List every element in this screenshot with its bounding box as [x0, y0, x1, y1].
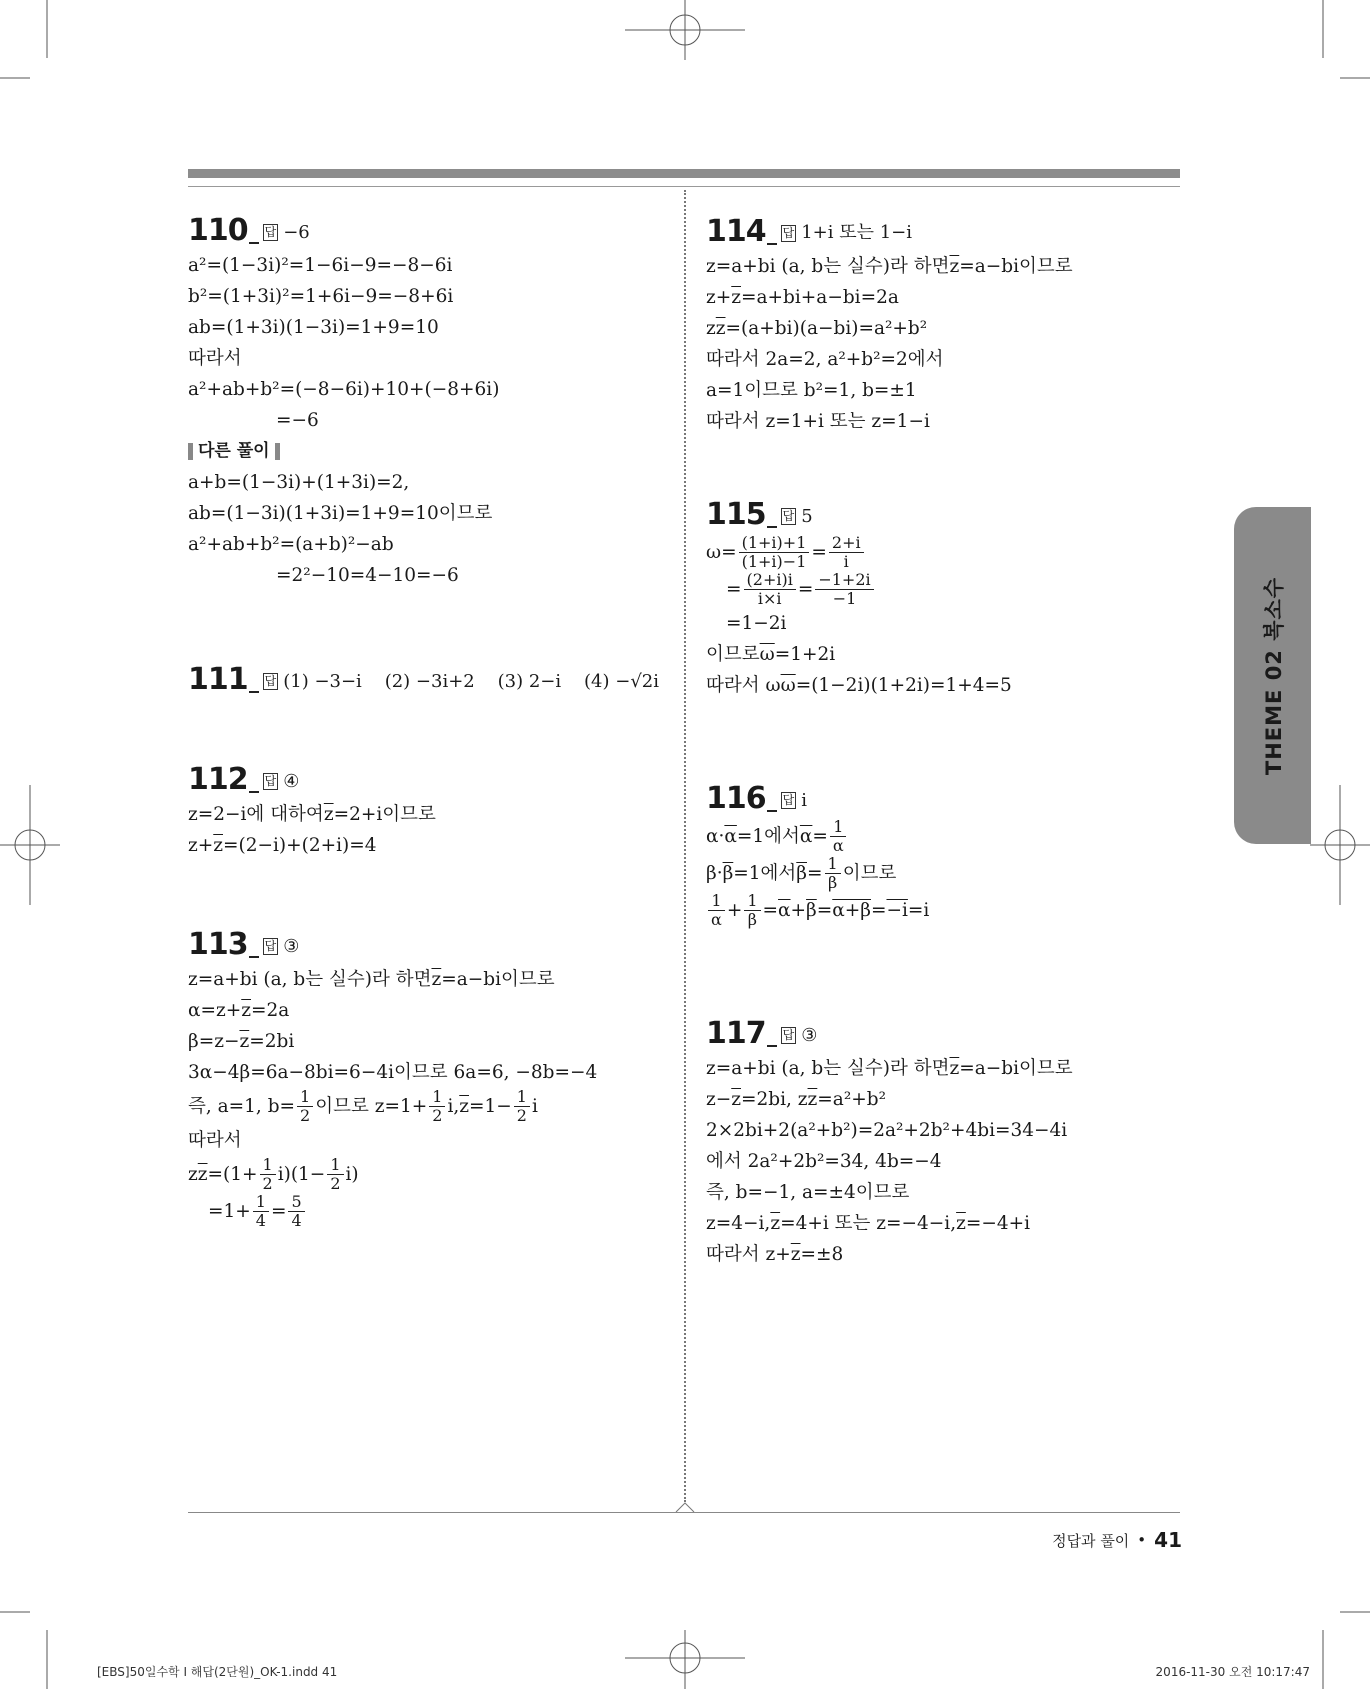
numerator: 1 [260, 1156, 276, 1175]
problem-116 [706, 778, 1186, 929]
print-file-name: [EBS]50일수학 Ⅰ 해답(2단원)_OK-1.indd 41 [97, 1665, 338, 1679]
denominator: β [827, 873, 838, 892]
column-divider [684, 190, 686, 1502]
math-text: =a+bi+a−bi=2a [741, 287, 899, 308]
answer-badge: 답 [264, 939, 277, 953]
math-text: = [797, 579, 814, 600]
solution-line [706, 1177, 1186, 1208]
conjugate: $\overline{z}$ [459, 1096, 469, 1117]
math-text: =−4+i [965, 1213, 1031, 1234]
problem-115 [706, 494, 1186, 701]
solution-line [188, 1057, 668, 1088]
math-text: z [188, 1164, 198, 1185]
underscore-mark [249, 791, 259, 793]
math-text: = [811, 542, 827, 563]
solution-line [706, 534, 1186, 571]
math-text: 이므로 [842, 863, 897, 884]
answer-badge: 답 [782, 793, 795, 807]
solution-line [706, 1084, 1186, 1115]
solution-line [188, 250, 668, 281]
math-text: β· [706, 863, 723, 884]
problem-number: 110 [188, 213, 248, 248]
math-text: =(a+bi)(a−bi)=a²+b² [725, 318, 928, 339]
answer-badge: 답 [782, 509, 795, 523]
conjugate: α+β [832, 900, 871, 921]
answer-value: i [801, 790, 807, 811]
numerator: 1 [429, 1088, 445, 1107]
answer-value: −6 [283, 222, 310, 243]
conjugate: $\overline{z}$ [949, 1058, 960, 1079]
solution-line [706, 639, 1186, 670]
fraction [815, 571, 873, 608]
math-text: =2a [251, 1000, 290, 1021]
math-text: =(2−i)+(2+i)=4 [223, 835, 377, 856]
solution-line [706, 1239, 1186, 1270]
fraction [744, 892, 760, 929]
math-text: =a−bi이므로 [441, 969, 555, 990]
solution-line [188, 1193, 668, 1230]
denominator: (1+i)−1 [741, 552, 807, 571]
problem-number: 116 [706, 781, 766, 816]
math-text: = [816, 900, 833, 921]
solution-line [706, 313, 1186, 344]
math-text: z=a+bi (a, b는 실수)라 하면 [188, 969, 432, 990]
problem-header [706, 778, 1186, 814]
math-text: =1에서 [733, 863, 797, 884]
solution-line [188, 405, 668, 436]
math-text: 따라서 z+ [706, 1244, 791, 1265]
answer-value: ④ [283, 771, 300, 792]
conjugate: $\overline{z}$ [731, 287, 741, 308]
denominator: 2 [330, 1174, 341, 1193]
numerator: 1 [297, 1088, 313, 1107]
problem-header [188, 924, 668, 960]
conjugate: $\overline{\omega}$ [759, 644, 775, 665]
math-text: z=a+bi (a, b는 실수)라 하면 [706, 1058, 950, 1079]
conjugate: $\overline{z}$ [197, 1164, 208, 1185]
answer-value: ③ [801, 1025, 818, 1046]
solution-line [706, 375, 1186, 406]
math-text: = [870, 900, 887, 921]
fraction [514, 1088, 530, 1125]
fraction [825, 855, 841, 892]
math-text: =2²−10=4−10=−6 [276, 565, 459, 586]
math-text: β=z− [188, 1031, 240, 1052]
math-text: =2bi, z [741, 1089, 808, 1110]
problem-number: 111 [188, 662, 248, 697]
conjugate: $\overline{\beta}$ [796, 863, 807, 884]
denominator: α [711, 910, 722, 929]
conjugate: $\overline{z}$ [239, 1031, 250, 1052]
alternate-solution-heading [188, 436, 668, 467]
solution-line [188, 799, 668, 830]
conjugate: $\overline{\alpha}$ [778, 900, 791, 921]
fraction [829, 534, 864, 571]
math-text: = [726, 579, 742, 600]
denominator: 4 [291, 1211, 302, 1230]
math-text: =2bi [249, 1031, 295, 1052]
math-text: =1+ [208, 1201, 251, 1222]
solution-line [706, 282, 1186, 313]
alt-label: 다른 풀이 [198, 441, 270, 461]
denominator: −1 [832, 589, 857, 608]
problem-112 [188, 759, 668, 861]
math-text: 즉, b=−1, a=±4이므로 [706, 1182, 910, 1203]
fraction [260, 1156, 276, 1193]
problem-header [706, 1013, 1186, 1049]
math-text: 에서 2a²+2b²=34, 4b=−4 [706, 1151, 942, 1172]
solution-line [706, 1115, 1186, 1146]
math-text: =1− [469, 1096, 512, 1117]
problem-number: 115 [706, 497, 766, 532]
problem-114 [706, 211, 1186, 437]
math-text: i) [345, 1164, 359, 1185]
denominator: i [843, 552, 849, 571]
problem-110 [188, 210, 668, 591]
page-number: 41 [1154, 1528, 1182, 1552]
math-text: = [807, 863, 823, 884]
solution-line [188, 1125, 668, 1156]
math-text: 3α−4β=6a−8bi=6−4i이므로 6a=6, −8b=−4 [188, 1062, 598, 1083]
answer-badge: 답 [264, 774, 277, 788]
math-text: z− [706, 1089, 732, 1110]
conjugate: $\overline{z}$ [807, 1089, 818, 1110]
problem-number: 113 [188, 927, 248, 962]
conjugate: $\overline{z}$ [790, 1244, 801, 1265]
solution-line [706, 251, 1186, 282]
math-text: =−6 [276, 410, 319, 431]
bullet: • [1137, 1531, 1147, 1549]
math-text: a=1이므로 b²=1, b=±1 [706, 380, 917, 401]
solution-line [706, 818, 1186, 855]
underscore-mark [249, 242, 259, 244]
answer-value: 5 [801, 506, 813, 527]
solution-line [188, 467, 668, 498]
conjugate: $\overline{\beta}$ [806, 900, 817, 921]
page-footer [1052, 1528, 1182, 1552]
numerator: 1 [253, 1193, 269, 1212]
theme-side-tab[interactable] [1234, 507, 1311, 844]
denominator: i×i [757, 589, 782, 608]
numerator: 1 [708, 892, 724, 911]
solution-line [706, 406, 1186, 437]
answer-value: ③ [283, 936, 300, 957]
conjugate: $\overline{z}$ [323, 804, 334, 825]
solution-line [188, 560, 668, 591]
solution-line [188, 830, 668, 861]
numerator: 2+i [829, 534, 864, 553]
math-text: 따라서 [188, 348, 242, 369]
solution-line [706, 855, 1186, 892]
fraction [708, 892, 725, 929]
header-bar [188, 169, 1180, 178]
math-text: =1+2i [774, 644, 836, 665]
footer-rule [188, 1512, 1180, 1513]
math-text: =1에서 [736, 826, 800, 847]
math-text: ω= [706, 542, 737, 563]
conjugate: $\overline{z}$ [731, 1089, 741, 1110]
math-text: 따라서 2a=2, a²+b²=2에서 [706, 349, 944, 370]
math-text: a²+ab+b²=(−8−6i)+10+(−8+6i) [188, 379, 500, 400]
math-text: = [762, 900, 779, 921]
underscore-mark [767, 810, 777, 812]
problem-111 [188, 659, 668, 699]
math-text: =±8 [800, 1244, 844, 1265]
print-timestamp: 2016-11-30 오전 10:17:47 [1155, 1665, 1310, 1679]
underscore-mark [767, 1045, 777, 1047]
math-text: α· [706, 826, 725, 847]
math-text: i)(1− [277, 1164, 326, 1185]
math-text: 따라서 z=1+i 또는 z=1−i [706, 411, 930, 432]
solution-line [706, 608, 1186, 639]
math-text: i [531, 1096, 538, 1117]
answer-badge: 답 [782, 1028, 795, 1042]
math-text: 이므로 [706, 644, 760, 665]
math-text: a+b=(1−3i)+(1+3i)=2, [188, 472, 410, 493]
denominator: 2 [432, 1106, 443, 1125]
underscore-mark [249, 691, 259, 693]
underscore-mark [767, 526, 777, 528]
denominator: β [747, 910, 758, 929]
bar-mark [275, 443, 280, 460]
math-text: =(1+ [207, 1164, 258, 1185]
denominator: 4 [255, 1211, 266, 1230]
math-text: 따라서 ω [706, 675, 781, 696]
conjugate: $\overline{\omega}$ [780, 675, 796, 696]
math-text: ab=(1−3i)(1+3i)=1+9=10이므로 [188, 503, 493, 524]
math-text: a²=(1−3i)²=1−6i−9=−8−6i [188, 255, 453, 276]
problem-header [706, 211, 1186, 247]
bar-mark [188, 443, 193, 460]
solution-line [188, 1026, 668, 1057]
math-text: =i [907, 900, 930, 921]
math-text: z=a+bi (a, b는 실수)라 하면 [706, 256, 950, 277]
math-text: =2+i이므로 [333, 804, 436, 825]
math-text: =a−bi이므로 [959, 256, 1073, 277]
solution-line [706, 1053, 1186, 1084]
math-text: = [812, 826, 828, 847]
answer-value: (1) −3−i (2) −3i+2 (3) 2−i (4) −√2i [283, 671, 660, 692]
conjugate: $\overline{z}$ [949, 256, 960, 277]
math-text: α=z+ [188, 1000, 242, 1021]
solution-line [188, 343, 668, 374]
fraction [739, 534, 810, 571]
solution-line [188, 312, 668, 343]
numerator: 1 [514, 1088, 530, 1107]
problem-header [188, 759, 668, 795]
numerator: (1+i)+1 [739, 534, 810, 553]
math-text: 이므로 z=1+ [315, 1096, 428, 1117]
math-text: b²=(1+3i)²=1+6i−9=−8+6i [188, 286, 454, 307]
math-text: =(1−2i)(1+2i)=1+4=5 [795, 675, 1012, 696]
fraction [429, 1088, 445, 1125]
solution-line [188, 1156, 668, 1193]
answer-badge: 답 [782, 226, 795, 240]
solution-line [706, 1208, 1186, 1239]
theme-label: THEME 02 복소수 [1261, 576, 1286, 775]
numerator: (2+i)i [744, 571, 796, 590]
math-text: i, [447, 1096, 460, 1117]
math-text: 즉, a=1, b= [188, 1096, 296, 1117]
answer-badge: 답 [264, 674, 277, 688]
math-text: ab=(1+3i)(1−3i)=1+9=10 [188, 317, 439, 338]
solution-line [188, 964, 668, 995]
numerator: 1 [744, 892, 760, 911]
math-text: + [726, 900, 743, 921]
numerator: 1 [327, 1156, 343, 1175]
math-text: 따라서 [188, 1130, 242, 1151]
math-text: 2×2bi+2(a²+b²)=2a²+2b²+4bi=34−4i [706, 1120, 1068, 1141]
underscore-mark [767, 243, 777, 245]
numerator: 1 [830, 818, 846, 837]
denominator: 2 [262, 1174, 273, 1193]
solution-line [188, 1088, 668, 1125]
conjugate: $\overline{\alpha}$ [799, 826, 813, 847]
numerator: 1 [825, 855, 841, 874]
problem-header [188, 210, 668, 246]
numerator: −1+2i [815, 571, 873, 590]
solution-line [706, 1146, 1186, 1177]
solution-line [188, 995, 668, 1026]
section-label: 정답과 풀이 [1052, 1531, 1130, 1550]
conjugate: $\overline{z}$ [770, 1213, 781, 1234]
solution-line [188, 498, 668, 529]
answer-value: 1+i 또는 1−i [801, 222, 913, 243]
solution-line [706, 344, 1186, 375]
math-text: a²+ab+b²=(a+b)²−ab [188, 534, 394, 555]
fraction [830, 818, 847, 855]
solution-line [188, 281, 668, 312]
math-text: z+ [188, 835, 214, 856]
math-text: z=4−i, [706, 1213, 771, 1234]
problem-number: 117 [706, 1016, 766, 1051]
math-text: =a−bi이므로 [959, 1058, 1073, 1079]
solution-line [706, 571, 1186, 608]
fraction [288, 1193, 304, 1230]
fraction [744, 571, 796, 608]
conjugate: $\overline{z}$ [241, 1000, 251, 1021]
header-rule [188, 186, 1180, 187]
conjugate: $\overline{z}$ [715, 318, 726, 339]
answer-badge: 답 [264, 225, 277, 239]
math-text: =1−2i [726, 613, 787, 634]
denominator: 2 [300, 1106, 311, 1125]
solution-line [188, 529, 668, 560]
underscore-mark [249, 956, 259, 958]
problem-header [706, 494, 1186, 530]
fraction [253, 1193, 269, 1230]
math-text: + [790, 900, 807, 921]
math-text: =4+i 또는 z=−4−i, [780, 1213, 957, 1234]
conjugate: $\overline{z}$ [956, 1213, 966, 1234]
fraction [297, 1088, 313, 1125]
problem-number: 114 [706, 214, 766, 249]
problem-number: 112 [188, 762, 248, 797]
conjugate: $\overline{z}$ [431, 969, 442, 990]
fraction [327, 1156, 343, 1193]
math-text: z+ [706, 287, 732, 308]
conjugate: $\overline{\alpha}$ [724, 826, 737, 847]
numerator: 5 [288, 1193, 304, 1212]
solution-line [706, 670, 1186, 701]
problem-117 [706, 1013, 1186, 1270]
solution-line [706, 892, 1186, 929]
conjugate: $\overline{z}$ [213, 835, 223, 856]
denominator: 2 [516, 1106, 527, 1125]
math-text: =a²+b² [817, 1089, 887, 1110]
conjugate: −i [886, 900, 908, 921]
math-text: = [270, 1201, 287, 1222]
conjugate: $\overline{\beta}$ [722, 863, 734, 884]
math-text: z [706, 318, 716, 339]
problem-113 [188, 924, 668, 1230]
problem-header [188, 659, 668, 695]
solution-line [188, 374, 668, 405]
math-text: z=2−i에 대하여 [188, 804, 324, 825]
denominator: α [832, 836, 844, 855]
